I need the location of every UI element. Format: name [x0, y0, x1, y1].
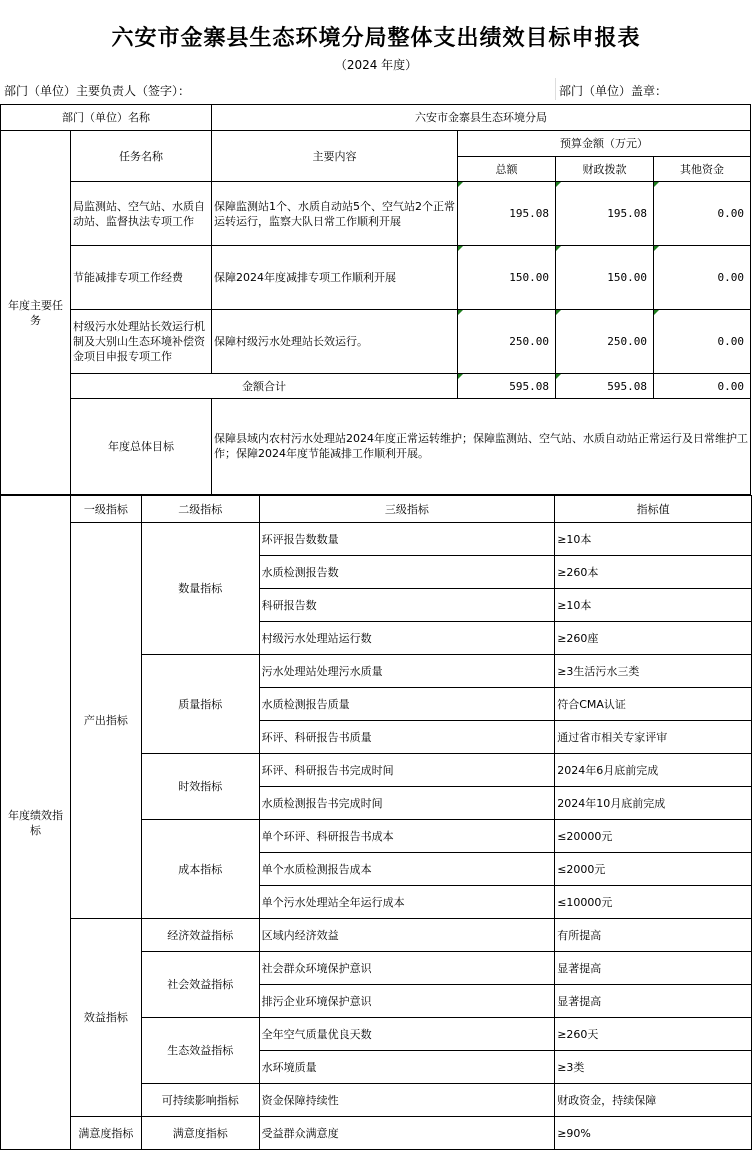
level2-economic: 经济效益指标	[141, 919, 259, 952]
task-total-value: 195.08	[509, 207, 549, 220]
indicator-name: 排污企业环境保护意识	[259, 985, 555, 1018]
task-content: 保障监测站1个、水质自动站5个、空气站2个正常运转运行，监察大队日常工作顺利开展	[212, 182, 458, 246]
level1-benefit: 效益指标	[70, 919, 141, 1117]
level2-timeliness: 时效指标	[141, 754, 259, 820]
indicator-name: 水质检测报告质量	[259, 688, 555, 721]
sum-other: 0.00	[654, 374, 751, 399]
indicator-name: 全年空气质量优良天数	[259, 1018, 555, 1051]
level2-quantity: 数量指标	[141, 523, 259, 655]
level2-quality: 质量指标	[141, 655, 259, 754]
indicator-value: 2024年6月底前完成	[555, 754, 752, 787]
indicator-value: 显著提高	[555, 985, 752, 1018]
col-level1: 一级指标	[70, 496, 141, 523]
task-other-value: 0.00	[717, 207, 744, 220]
indicator-value: ≥10本	[555, 589, 752, 622]
indicator-name: 受益群众满意度	[259, 1117, 555, 1150]
cell-marker-icon	[458, 374, 463, 379]
task-total	[458, 182, 556, 246]
cell-marker-icon	[654, 182, 659, 187]
indicator-name: 环评、科研报告书完成时间	[259, 754, 555, 787]
indicator-value: ≥260天	[555, 1018, 752, 1051]
task-total	[458, 310, 556, 374]
col-level3: 三级指标	[259, 496, 555, 523]
indicator-value: ≤10000元	[555, 886, 752, 919]
task-other-value: 0.00	[717, 335, 744, 348]
task-fiscal-value: 195.08	[607, 207, 647, 220]
header-divider	[555, 78, 556, 100]
task-fiscal-value: 150.00	[607, 271, 647, 284]
indicator-name: 区域内经济效益	[259, 919, 555, 952]
col-budget: 预算金额（万元）	[458, 131, 751, 157]
indicator-name: 单个水质检测报告成本	[259, 853, 555, 886]
indicator-name: 社会群众环境保护意识	[259, 952, 555, 985]
indicator-table	[0, 495, 752, 1150]
dept-name: 六安市金寨县生态环境分局	[212, 105, 751, 131]
task-other	[654, 182, 751, 246]
col-value: 指标值	[555, 496, 752, 523]
task-total-value: 250.00	[509, 335, 549, 348]
indicator-name: 水质检测报告书完成时间	[259, 787, 555, 820]
col-main-content: 主要内容	[212, 131, 458, 182]
overall-goal-label: 年度总体目标	[71, 399, 212, 495]
level2-satisfaction: 满意度指标	[141, 1117, 259, 1150]
indicator-value: 有所提高	[555, 919, 752, 952]
annual-tasks-label: 年度主要任务	[1, 131, 71, 495]
page-title: 六安市金寨县生态环境分局整体支出绩效目标申报表	[111, 25, 641, 51]
cell-marker-icon	[458, 310, 463, 315]
task-row	[1, 310, 751, 374]
indicator-value: 财政资金，持续保障	[555, 1084, 752, 1117]
cell-marker-icon	[556, 182, 561, 187]
task-name: 节能减排专项工作经费	[71, 246, 212, 310]
indicator-value: 符合CMA认证	[555, 688, 752, 721]
indicator-name: 环评报告数数量	[259, 523, 555, 556]
indicator-name: 水环境质量	[259, 1051, 555, 1084]
task-row	[1, 182, 751, 246]
indicator-value: ≥260座	[555, 622, 752, 655]
task-fiscal-value: 250.00	[607, 335, 647, 348]
indicators-section-label: 年度绩效指标	[1, 496, 71, 1150]
indicator-value: ≥3类	[555, 1051, 752, 1084]
indicator-value: ≤2000元	[555, 853, 752, 886]
cell-marker-icon	[458, 246, 463, 251]
sum-fiscal	[556, 374, 654, 399]
task-fiscal	[556, 246, 654, 310]
level2-cost: 成本指标	[141, 820, 259, 919]
task-fiscal	[556, 310, 654, 374]
task-other	[654, 310, 751, 374]
task-fiscal	[556, 182, 654, 246]
indicator-name: 单个污水处理站全年运行成本	[259, 886, 555, 919]
cell-marker-icon	[654, 246, 659, 251]
indicator-name: 环评、科研报告书质量	[259, 721, 555, 754]
level2-ecological: 生态效益指标	[141, 1018, 259, 1084]
indicator-value: ≥10本	[555, 523, 752, 556]
col-total: 总额	[458, 157, 556, 182]
sum-label: 金额合计	[71, 374, 458, 399]
cell-marker-icon	[556, 246, 561, 251]
level1-satisfaction: 满意度指标	[70, 1117, 141, 1150]
level2-sustainable: 可持续影响指标	[141, 1084, 259, 1117]
indicator-value: 2024年10月底前完成	[555, 787, 752, 820]
task-other	[654, 246, 751, 310]
cell-marker-icon	[458, 182, 463, 187]
sum-total	[458, 374, 556, 399]
indicator-value: ≥260本	[555, 556, 752, 589]
indicator-value: 显著提高	[555, 952, 752, 985]
signer-label: 部门（单位）主要负责人（签字）：	[4, 84, 191, 98]
task-name: 村级污水处理站长效运行机制及大别山生态环境补偿资金项目申报专项工作	[71, 310, 212, 374]
indicator-name: 科研报告数	[259, 589, 555, 622]
col-fiscal: 财政拨款	[556, 157, 654, 182]
seal-label: 部门（单位）盖章：	[559, 84, 668, 98]
col-level2: 二级指标	[141, 496, 259, 523]
level1-output: 产出指标	[70, 523, 141, 919]
col-task-name: 任务名称	[71, 131, 212, 182]
budget-table	[0, 104, 751, 495]
indicator-name: 污水处理站处理污水质量	[259, 655, 555, 688]
indicator-value: ≥90%	[555, 1117, 752, 1150]
task-row	[1, 246, 751, 310]
indicator-value: ≥3生活污水三类	[555, 655, 752, 688]
task-content: 保障村级污水处理站长效运行。	[212, 310, 458, 374]
indicator-name: 水质检测报告数	[259, 556, 555, 589]
indicator-name: 村级污水处理站运行数	[259, 622, 555, 655]
level2-social: 社会效益指标	[141, 952, 259, 1018]
sum-fiscal-value: 595.08	[607, 379, 647, 393]
dept-name-label: 部门（单位）名称	[1, 105, 212, 131]
indicator-value: ≤20000元	[555, 820, 752, 853]
cell-marker-icon	[556, 310, 561, 315]
sum-total-value: 595.08	[509, 379, 549, 393]
task-other-value: 0.00	[717, 271, 744, 284]
col-other: 其他资金	[654, 157, 751, 182]
indicator-name: 单个环评、科研报告书成本	[259, 820, 555, 853]
indicator-name: 资金保障持续性	[259, 1084, 555, 1117]
task-total	[458, 246, 556, 310]
task-total-value: 150.00	[509, 271, 549, 284]
task-content: 保障2024年度减排专项工作顺利开展	[212, 246, 458, 310]
overall-goal-text: 保障县域内农村污水处理站2024年度正常运转维护；保障监测站、空气站、水质自动站正常运行及日常维护工作；保障2024年度节能减排工作顺利开展。	[212, 399, 751, 495]
indicator-value: 通过省市相关专家评审	[555, 721, 752, 754]
task-name: 局监测站、空气站、水质自动站、监督执法专项工作	[71, 182, 212, 246]
cell-marker-icon	[556, 374, 561, 379]
cell-marker-icon	[654, 310, 659, 315]
report-year: （2024 年度）	[334, 58, 418, 72]
